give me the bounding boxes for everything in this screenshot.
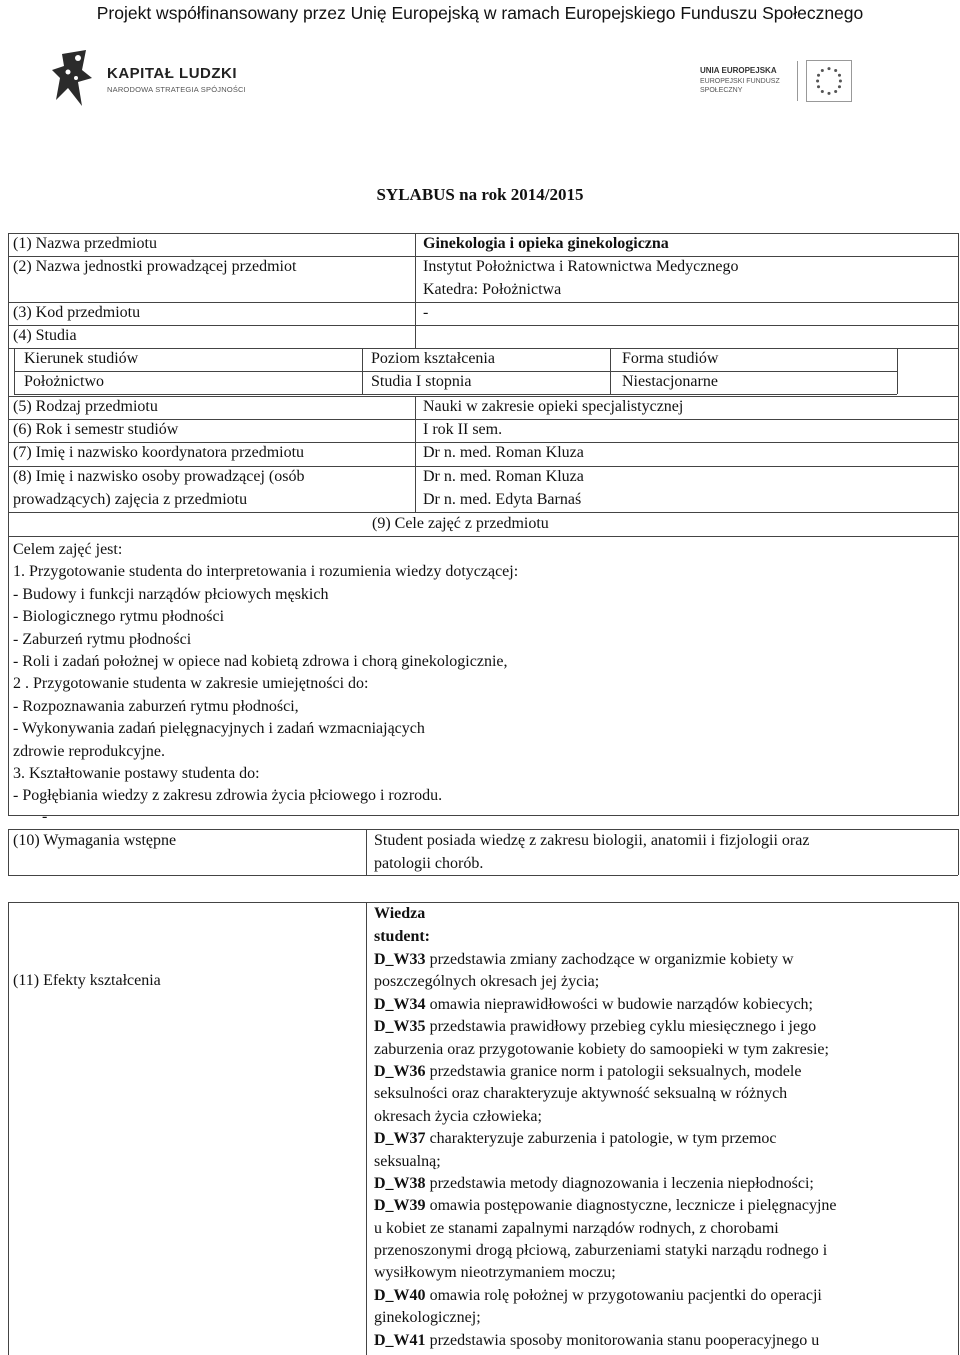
row-divider-10 <box>8 536 958 537</box>
requirements-row-right <box>958 829 959 875</box>
effect-line <box>374 1061 837 1083</box>
requirements-label: (10) Wymagania wstępne <box>13 832 177 849</box>
table-border-left <box>8 233 9 816</box>
unit-value-line-1: Instytut Położnictwa i Ratownictwa Medycznego <box>423 258 739 275</box>
effect-text: omawia postępowanie diagnostyczne, lecznicze i pielęgnacyjne <box>425 1197 837 1215</box>
unit-label: (2) Nazwa jednostki prowadzącej przedmiot <box>13 258 297 275</box>
effect-text: okresach życia człowieka; <box>374 1107 542 1125</box>
eu-flag-icon <box>806 60 852 102</box>
effect-line <box>374 1330 837 1352</box>
effect-code: D_W41 <box>374 1331 426 1349</box>
logo-right-subtitle: EUROPEJSKI FUNDUSZ SPOŁECZNY <box>700 78 780 94</box>
goal-line: 3. Kształtowanie postawy studenta do: <box>13 764 260 782</box>
goal-line: 1. Przygotowanie studenta do interpretowania i rozumienia wiedzy dotyczącej: <box>13 563 519 581</box>
effect-text: przedstawia prawidłowy przebieg cyklu miesięcznego i jego <box>425 1018 817 1036</box>
course-code-label: (3) Kod przedmiotu <box>13 304 141 321</box>
goal-line: - Zaburzeń rytmu płodności <box>13 630 192 648</box>
effect-text: przedstawia metody diagnozowania i leczenia niepłodności; <box>425 1174 814 1192</box>
effect-line <box>374 994 837 1016</box>
goal-line: zdrowie reprodukcyjne. <box>13 742 165 760</box>
effect-text: omawia nieprawidłowości w budowie narządów kobiecych; <box>425 995 813 1013</box>
effect-line <box>374 1083 837 1105</box>
effects-label: (11) Efekty kształcenia <box>13 972 161 989</box>
goal-line: Celem zajęć jest: <box>13 541 123 558</box>
course-name-label: (1) Nazwa przedmiotu <box>13 235 157 252</box>
studia-value-forma: Niestacjonarne <box>622 373 718 390</box>
course-name-value: Ginekologia i opieka ginekologiczna <box>423 235 669 252</box>
requirements-row-left <box>8 829 9 875</box>
effect-code: D_W39 <box>374 1197 426 1215</box>
studia-table-col-1 <box>362 348 363 394</box>
effect-line <box>374 1173 837 1195</box>
effect-line <box>374 1218 837 1240</box>
effect-text: przenoszonymi drogą płciową, zaburzeniami statyki narządu rodnego i <box>374 1242 828 1260</box>
effect-text: seksulności oraz charakteryzuje aktywność seksualną w różnych <box>374 1085 788 1103</box>
studia-value-poziom: Studia I stopnia <box>371 373 472 390</box>
effect-text: u kobiet ze stanami zapalnymi narządów rodnych, z chorobami <box>374 1219 779 1237</box>
goal-line: - Pogłębiania wiedzy z zakresu zdrowia życia płciowego i rozrodu. <box>13 787 443 805</box>
effect-code: D_W37 <box>374 1130 426 1148</box>
goals-end-dash: - <box>42 808 48 825</box>
studia-header-poziom: Poziom kształcenia <box>371 350 495 367</box>
goals-heading: (9) Cele zajęć z przedmiotu <box>372 515 549 532</box>
effects-row-right <box>958 902 959 1355</box>
instructor-1: Dr n. med. Roman Kluza <box>423 468 584 485</box>
row-divider-2 <box>8 302 958 303</box>
year-semester-label: (6) Rok i semestr studiów <box>13 421 179 438</box>
year-semester-value: I rok II sem. <box>423 421 503 438</box>
course-type-label: (5) Rodzaj przedmiotu <box>13 398 158 415</box>
effect-text: wysiłkowym nieotrzymaniem moczu; <box>374 1264 616 1282</box>
effect-text: ginekologicznej; <box>374 1309 481 1327</box>
eu-logo <box>700 58 860 104</box>
logo-right-title: UNIA EUROPEJSKA <box>700 66 777 75</box>
requirements-value-line-2: patologii chorób. <box>374 855 484 872</box>
effect-line <box>374 949 837 971</box>
effect-line <box>374 1195 837 1217</box>
goal-line: - Rozpoznawania zaburzeń rytmu płodności, <box>13 697 299 715</box>
kapital-ludzki-logo <box>52 48 272 112</box>
effects-heading-wiedza: Wiedza <box>374 905 426 922</box>
studia-table-bottom <box>14 394 897 395</box>
effect-code: D_W35 <box>374 1018 426 1036</box>
unit-value-line-2: Katedra: Położnictwa <box>423 281 562 298</box>
column-divider-upper <box>415 233 416 348</box>
effect-line <box>374 1039 837 1061</box>
studia-table-left <box>14 348 15 394</box>
column-divider-lower <box>415 396 416 512</box>
effects-row-left <box>8 902 9 1355</box>
goals-list <box>13 539 518 808</box>
effect-text: charakteryzuje zaburzenia i patologie, w tym przemoc <box>425 1130 777 1148</box>
effect-line <box>374 1016 837 1038</box>
requirements-row-divider <box>366 829 367 875</box>
effects-row-top <box>8 902 958 903</box>
effect-text: zaburzenia oraz przygotowanie kobiety do samoopieki w tym zakresie; <box>374 1040 829 1058</box>
instructors-label-line-2: prowadzących) zajęcia z przedmiotu <box>13 491 248 508</box>
row-divider-3 <box>8 325 958 326</box>
course-code-value: - <box>423 304 429 321</box>
studia-header-kierunek: Kierunek studiów <box>24 350 139 367</box>
effect-text: omawia rolę położnej w przygotowaniu pacjentki do operacji <box>425 1286 822 1304</box>
studia-value-kierunek: Położnictwo <box>24 373 104 390</box>
goal-line: 2 . Przygotowanie studenta w zakresie umiejętności do: <box>13 675 369 693</box>
effect-code: D_W38 <box>374 1174 426 1192</box>
effect-text: poszczególnych okresach jej życia; <box>374 973 600 991</box>
effect-text: przedstawia sposoby monitorowania stanu pooperacyjnego u <box>425 1331 820 1349</box>
goal-line: - Roli i zadań położnej w opiece nad kobietą zdrowa i chorą ginekologicznie, <box>13 652 508 670</box>
effect-line <box>374 1151 837 1173</box>
effect-code: D_W36 <box>374 1062 426 1080</box>
effects-list <box>374 949 837 1352</box>
coordinator-label: (7) Imię i nazwisko koordynatora przedmiotu <box>13 444 305 461</box>
effect-text: przedstawia zmiany zachodzące w organizmie kobiety w <box>425 951 794 968</box>
studies-label: (4) Studia <box>13 327 77 344</box>
instructor-2: Dr n. med. Edyta Barnaś <box>423 491 582 508</box>
effect-text: przedstawia granice norm i patologii seksualnych, modele <box>425 1062 802 1080</box>
goal-line: - Biologicznego rytmu płodności <box>13 608 225 626</box>
effect-code: D_W34 <box>374 995 426 1013</box>
requirements-value-line-1: Student posiada wiedzę z zakresu biologii, anatomii i fizjologii oraz <box>374 832 810 849</box>
logo-left-title: KAPITAŁ LUDZKI <box>107 65 238 82</box>
effect-code: D_W40 <box>374 1286 426 1304</box>
effect-text: seksualną; <box>374 1152 441 1170</box>
course-type-value: Nauki w zakresie opieki specjalistycznej <box>423 398 684 415</box>
effects-row-divider <box>366 902 367 1355</box>
goal-line: - Wykonywania zadań pielęgnacyjnych i zadań wzmacniających <box>13 720 425 738</box>
effect-code: D_W33 <box>374 951 426 968</box>
project-funding-line: Projekt współfinansowany przez Unię Europejską w ramach Europejskiego Funduszu Społecznego <box>96 3 864 23</box>
logo-left-subtitle: NARODOWA STRATEGIA SPÓJNOŚCI <box>107 85 246 94</box>
instructors-label-line-1: (8) Imię i nazwisko osoby prowadzącej (osób <box>13 468 305 485</box>
effect-line <box>374 1106 837 1128</box>
studia-header-forma: Forma studiów <box>622 350 719 367</box>
goal-line: - Budowy i funkcji narządów płciowych męskich <box>13 585 329 603</box>
effects-heading-student: student: <box>374 928 431 945</box>
effect-line <box>374 1128 837 1150</box>
effect-line <box>374 971 837 993</box>
studia-table-col-2 <box>610 348 611 394</box>
table-border-right <box>958 233 959 816</box>
coordinator-value: Dr n. med. Roman Kluza <box>423 444 584 461</box>
logo-divider <box>797 61 798 101</box>
studia-table-right <box>897 348 898 394</box>
effect-line <box>374 1262 837 1284</box>
effect-line <box>374 1307 837 1329</box>
effect-line <box>374 1240 837 1262</box>
syllabus-title: SYLABUS na rok 2014/2015 <box>376 185 584 204</box>
row-divider-11 <box>8 815 958 816</box>
effect-line <box>374 1285 837 1307</box>
kapital-ludzki-emblem-icon <box>52 48 96 112</box>
